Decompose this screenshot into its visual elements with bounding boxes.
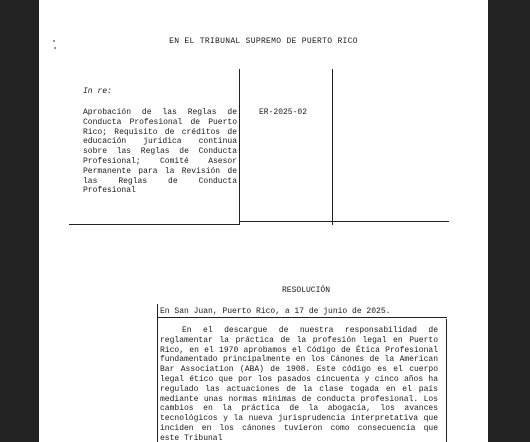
right-margin-frame (488, 0, 530, 442)
in-re-label: In re: (83, 87, 112, 96)
caption-right-line (332, 69, 333, 225)
court-header: EN EL TRIBUNAL SUPREMO DE PUERTO RICO (169, 37, 358, 46)
body-right-margin-line (446, 319, 447, 442)
left-margin-frame (0, 0, 39, 442)
document-page (39, 0, 488, 442)
caption-matter: Aprobación de las Reglas de Conducta Profesional de Puerto Rico; Requisito de créditos de educación jurídica continua sobre las Reglas de Conducta Profesional; Comité Asesor Permanente para la Revisión de las Reglas de Conducta Profesional (83, 108, 237, 196)
resolution-title: RESOLUCIÓN (282, 286, 331, 295)
caption-divider-line (239, 69, 240, 225)
date-line: En San Juan, Puerto Rico, a 17 de junio de 2025. (160, 307, 391, 316)
body-paragraph: En el descargue de nuestra responsabilidad de reglamentar la práctica de la profesión legal en Puerto Rico, en el 1970 aprobamos el Código de Ética Profesional fundamentado principalmente en los Cánones de la American Bar Association (ABA) de 1908. Este código es el cuerpo legal ético que por los pasados cincuenta y cinco años ha regulado las actuaciones de la clase togada en el país mediante unas normas mínimas de conducta profesional. Los cambios en la práctica de la abogacía, los avances tecnológicos y la nueva jurisprudencia interpretativa que inciden en los cánones tuvieron como consecuencia que este Tribunal (160, 326, 438, 442)
date-underline-rule (157, 317, 447, 318)
body-left-margin-line (157, 304, 158, 442)
case-number: ER-2025-02 (259, 108, 308, 117)
scan-speck (54, 47, 56, 49)
case-bottom-rule (239, 221, 449, 222)
caption-bottom-rule (69, 224, 240, 225)
